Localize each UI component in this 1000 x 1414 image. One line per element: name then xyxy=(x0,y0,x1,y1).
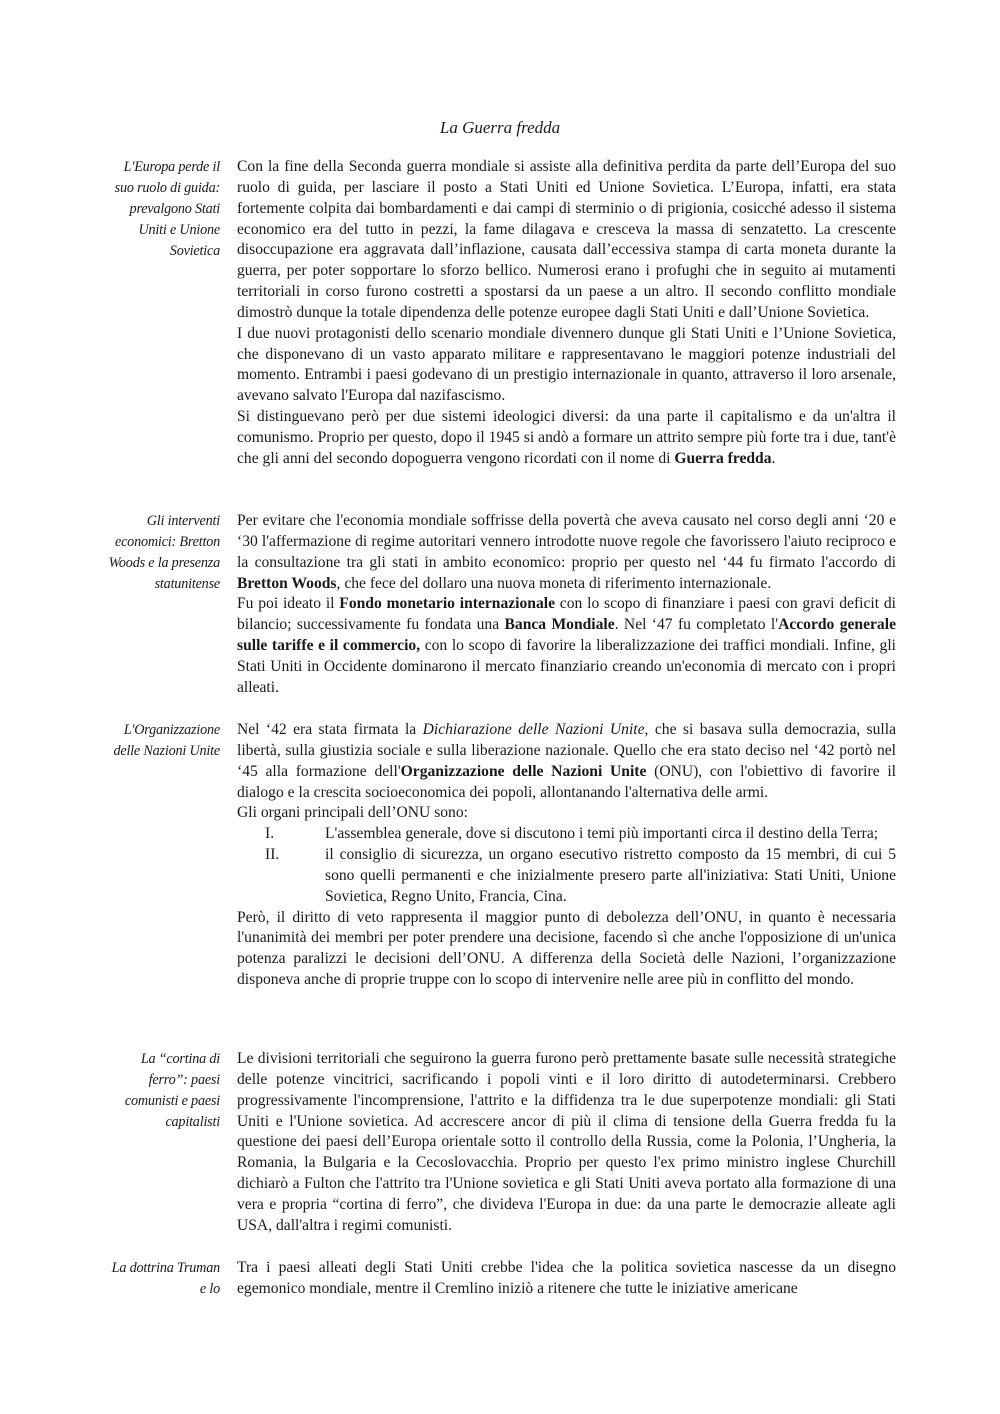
organs-list xyxy=(237,824,896,907)
paragraph: Gli organi principali dell’ONU sono: xyxy=(237,804,468,822)
paragraph-text: con lo scopo di finanziare i paesi con gravi deficit di bilancio; successivamente fu fondata una xyxy=(237,595,896,634)
section-body xyxy=(237,511,896,699)
section-body xyxy=(237,720,896,991)
italic-term: Dichiarazione delle Nazioni Unite xyxy=(422,721,645,738)
page-title: La Guerra fredda xyxy=(439,118,561,137)
paragraph: Con la fine della Seconda guerra mondiale si assiste alla definitiva perdita da parte dell’Europa del suo ruolo di guida, per lasciare il posto a Stati Uniti ed Unione Sovietica. L’Europa, infatti, era stata fortemente colpita dai bombardamenti e dai campi di sterminio o di prigionia, cosicché adesso il sistema economico era del tutto in pezzi, la fame dilagava e cresceva la massa di senzatetto. La crescente disoccupazione era aggravata dall’inflazione, causata dall’eccessiva stampa di carta moneta durante la guerra, per poter sopportare lo sforzo bellico. Numerosi erano i profughi che in seguito ai mutamenti territoriali in corso furono costretti a spostarsi da un paese a un altro. Il secondo conflitto mondiale dimostrò dunque la totale dipendenza delle potenze europee dagli Stati Uniti e dall’Unione Sovietica. xyxy=(237,158,896,321)
paragraph-text: . Nel ‘47 fu completato l' xyxy=(614,616,779,634)
paragraph xyxy=(237,407,896,470)
bold-term: Fondo monetario internazionale xyxy=(339,595,556,613)
paragraph: Tra i paesi alleati degli Stati Uniti crebbe l'idea che la politica sovietica nascesse da un disegno egemonico mondiale, mentre il Cremlino iniziò a ritenere che tutte le iniziative americane xyxy=(237,1259,896,1297)
list-item xyxy=(237,824,896,845)
bold-term: Banca Mondiale xyxy=(504,616,615,634)
bold-term: Accordo generale sulle tariffe e il commercio, xyxy=(237,616,896,655)
bold-term: Guerra fredda xyxy=(674,449,772,467)
paragraph-text: Per evitare che l'economia mondiale soffrisse della povertà che aveva causato nel corso degli anni ‘20 e ‘30 l'affermazione di regime autoritari vennero introdotte nuove regole che favorissero l'aiuto reciproco e la consultazione tra gli stati in ambito economico: proprio per questo nel ‘44 fu firmato l'accordo di xyxy=(237,512,896,571)
paragraph: Le divisioni territoriali che seguirono la guerra furono però prettamente basate sulle necessità strategiche delle potenze vincitrici, sacrificando i popoli vinti e il loro diritto di autodeterminarsi. Crebbero progressivamente l'incomprensione, l'attrito e la diffidenza tra le due superpotenze mondiali: gli Stati Uniti e l'Unione sovietica. Ad accrescere ancor di più il clima di tensione della Guerra fredda fu la questione dei paesi dell’Europa orientale sotto il controllo della Russia, come la Polonia, l’Ungheria, la Romania, la Bulgaria e la Cecoslovacchia. Proprio per questo l'ex primo ministro inglese Churchill dichiarò a Fulton che l'attrito tra l'Unione sovietica e gli Stati Uniti aveva portato alla formazione di una vera e propria “cortina di ferro”, che divideva l'Europa in due: da una parte le democrazie alleate agli USA, dall'altra i regimi comunisti. xyxy=(237,1050,896,1234)
list-number: II. xyxy=(265,846,280,864)
paragraph-text: , che si basava sulla democrazia, sulla libertà, sulla giustizia sociale e sulla liberazione nazionale. Quello che era stato deciso nel ‘42 portò nel ‘45 alla formazione dell' xyxy=(237,721,896,780)
section-body xyxy=(237,1258,896,1300)
paragraph: I due nuovi protagonisti dello scenario mondiale divennero dunque gli Stati Uniti e l’Unione Sovietica, che disponevano di un vasto apparato militare e rappresentavano le maggiori potenze industriali del momento. Entrambi i paesi godevano di un prestigio internazionale in quanto, attraverso il loro arsenale, avevano salvato l'Europa dal nazifascismo. xyxy=(237,324,896,405)
margin-note: La “cortina di ferro”: paesi comunisti e paesi capitalisti xyxy=(124,1051,220,1130)
section-body xyxy=(237,1049,896,1237)
list-item-text: il consiglio di sicurezza, un organo esecutivo ristretto composto da 15 membri, di cui 5 sono quelli permanenti e che inizialmente presero parte all'iniziativa: Stati Uniti, Unione Sovietica, Regno Unito, Francia, Cina. xyxy=(325,846,896,905)
margin-note: L'Europa perde il suo ruolo di guida: prevalgono Stati Uniti e Unione Sovietica xyxy=(114,159,220,259)
margin-note: L'Organizzazione delle Nazioni Unite xyxy=(113,722,220,759)
paragraph-text: Si distinguevano però per due sistemi ideologici diversi: da una parte il capitalismo e da un'altra il comunismo. Proprio per questo, dopo il 1945 si andò a formare un attrito sempre più forte tra i due, tant'è che gli anni del secondo dopoguerra vengono ricordati con il nome di xyxy=(237,408,896,467)
margin-note: La dottrina Truman e lo xyxy=(111,1260,220,1297)
paragraph-text: . xyxy=(771,449,776,467)
paragraph-text: Fu poi ideato il xyxy=(237,595,340,613)
section-body xyxy=(237,157,896,470)
list-number: I. xyxy=(265,825,275,843)
paragraph xyxy=(237,594,896,698)
paragraph xyxy=(237,511,896,594)
paragraph xyxy=(237,720,896,803)
list-item-text: L'assemblea generale, dove si discutono i temi più importanti circa il destino della Terra; xyxy=(325,825,879,843)
paragraph: Però, il diritto di veto rappresenta il maggior punto di debolezza dell’ONU, in quanto è necessaria l'unanimità dei membri per poter prendere una decisione, facendo sì che anche l'opposizione di un'unica potenza paralizzi le decisioni dell’ONU. A differenza della Società delle Nazioni, l’organizzazione disponeva anche di proprie truppe con lo scopo di intervenire nelle aree più in conflitto del mondo. xyxy=(237,908,896,989)
bold-term: Bretton Woods xyxy=(237,574,337,592)
paragraph-text: Nel ‘42 era stata firmata la xyxy=(237,721,423,738)
margin-note: Gli interventi economici: Bretton Woods e la presenza statunitense xyxy=(108,513,220,592)
list-item xyxy=(237,845,896,908)
bold-term: Organizzazione delle Nazioni Unite xyxy=(400,762,647,780)
paragraph-text: (ONU), con l'obiettivo di favorire il dialogo e la crescita socioeconomica dei popoli, allontanando l'alternativa delle armi. xyxy=(237,762,897,801)
paragraph-text: con lo scopo di favorire la liberalizzazione dei traffici mondiali. Infine, gli Stati Uniti in Occidente dominarono il mercato finanziario creando un'economia di mercato con i propri alleati. xyxy=(237,637,896,696)
paragraph-text: , che fece del dollaro una nuova moneta di riferimento internazionale. xyxy=(336,574,772,592)
